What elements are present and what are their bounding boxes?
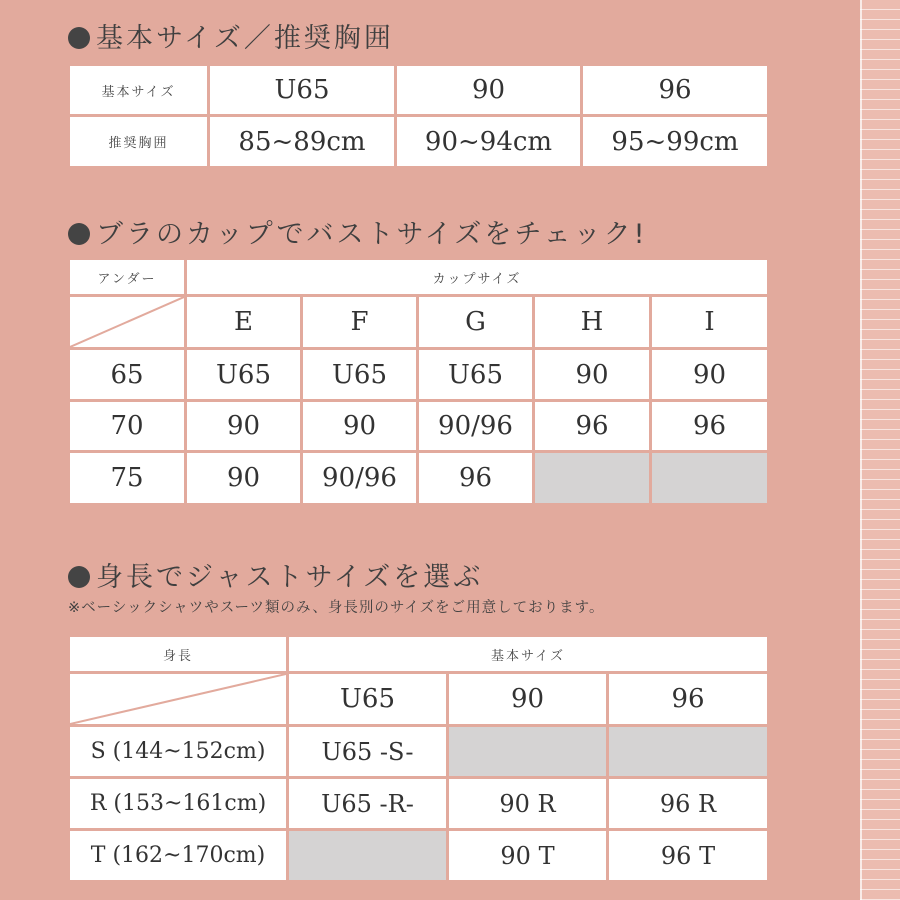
under-header: アンダー	[70, 260, 184, 294]
bullet-dot-icon	[68, 566, 90, 588]
under-cell: 70	[70, 402, 184, 450]
size-cell: 90	[187, 402, 300, 450]
size-cell: U65	[419, 350, 532, 399]
base-size-column-header: 96	[609, 674, 767, 724]
section3-title: 身長でジャストサイズを選ぶ	[96, 562, 484, 593]
height-size-cell: U65 -S-	[289, 727, 446, 776]
chest-cell: 90~94cm	[397, 117, 580, 166]
size-cell: 90/96	[303, 453, 416, 503]
height-size-cell: 96 T	[609, 831, 767, 880]
size-cell: 90/96	[419, 402, 532, 450]
base-size-cell: 96	[583, 66, 767, 114]
section1-heading	[68, 16, 394, 55]
cup-header-cell: G	[419, 297, 532, 347]
chest-cell: 85~89cm	[210, 117, 394, 166]
height-size-cell: 90 R	[449, 779, 606, 828]
height-size-cell: 96 R	[609, 779, 767, 828]
height-size-note: ※ベーシックシャツやスーツ類のみ、身長別のサイズをご用意しております。	[68, 600, 605, 616]
row-label-base-size: 基本サイズ	[70, 66, 207, 114]
size-cell: 96	[652, 402, 767, 450]
empty-cell	[652, 453, 767, 503]
cup-header-cell: I	[652, 297, 767, 347]
cup-header-cell: E	[187, 297, 300, 347]
row-label-chest: 推奨胸囲	[70, 117, 207, 166]
size-cell: 96	[535, 402, 649, 450]
under-cell: 75	[70, 453, 184, 503]
size-cell: U65	[187, 350, 300, 399]
diagonal-line	[70, 297, 184, 347]
section2-heading	[68, 212, 647, 251]
empty-cell	[289, 831, 446, 880]
section3-heading	[68, 555, 483, 594]
size-cell: 90	[303, 402, 416, 450]
cup-header-cell: F	[303, 297, 416, 347]
section1-title: 基本サイズ／推奨胸囲	[96, 23, 394, 54]
size-cell: 90	[187, 453, 300, 503]
empty-cell	[449, 727, 606, 776]
base-size-column-header: 90	[449, 674, 606, 724]
side-ruler-strip	[860, 0, 900, 900]
cup-header-cell: H	[535, 297, 649, 347]
size-cell: 90	[652, 350, 767, 399]
bullet-dot-icon	[68, 27, 90, 49]
section2-title: ブラのカップでバストサイズをチェック!	[96, 219, 648, 250]
height-size-cell: U65 -R-	[289, 779, 446, 828]
size-cell: U65	[303, 350, 416, 399]
base-size-header: 基本サイズ	[289, 637, 767, 671]
diagonal-corner-cell	[70, 674, 286, 724]
cup-size-header: カップサイズ	[187, 260, 767, 294]
base-size-cell: U65	[210, 66, 394, 114]
height-size-cell: 90 T	[449, 831, 606, 880]
diagonal-line	[70, 674, 286, 724]
under-cell: 65	[70, 350, 184, 399]
size-cell: 90	[535, 350, 649, 399]
empty-cell	[609, 727, 767, 776]
height-cell: S (144~152cm)	[70, 727, 286, 776]
chest-cell: 95~99cm	[583, 117, 767, 166]
base-size-cell: 90	[397, 66, 580, 114]
diagonal-corner-cell	[70, 297, 184, 347]
size-cell: 96	[419, 453, 532, 503]
bullet-dot-icon	[68, 223, 90, 245]
empty-cell	[535, 453, 649, 503]
base-size-column-header: U65	[289, 674, 446, 724]
height-cell: T (162~170cm)	[70, 831, 286, 880]
height-header: 身長	[70, 637, 286, 671]
height-cell: R (153~161cm)	[70, 779, 286, 828]
